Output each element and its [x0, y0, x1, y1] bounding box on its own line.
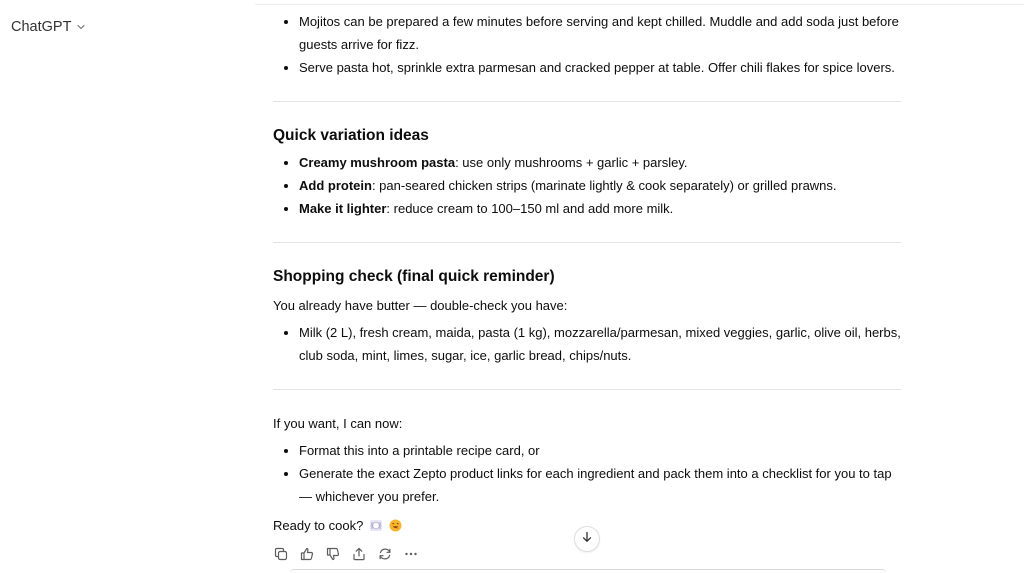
shopping-intro: You already have butter — double-check you have:: [273, 298, 568, 313]
share-button[interactable]: [351, 548, 367, 564]
copy-button[interactable]: [273, 548, 289, 564]
more-actions-button[interactable]: [403, 548, 419, 564]
shopping-heading: Shopping check (final quick reminder): [273, 268, 555, 285]
copy-icon: [274, 547, 288, 566]
arrow-down-icon: [581, 530, 593, 548]
variations-list: [273, 151, 901, 220]
section-divider: [273, 101, 901, 102]
list-item: Milk (2 L), fresh cream, maida, pasta (1 kg), mozzarella/parmesan, mixed veggies, garlic, olive oil, herbs, club soda, mint, limes, sugar, ice, garlic bread, chips/nuts.: [273, 321, 901, 367]
list-item: Creamy mushroom pasta: use only mushrooms + garlic + parsley.: [273, 151, 901, 174]
regenerate-button[interactable]: [377, 548, 393, 564]
model-label: ChatGPT: [11, 19, 72, 35]
list-item: Serve pasta hot, sprinkle extra parmesan and cracked pepper at table. Offer chili flakes for spice lovers.: [273, 56, 901, 79]
chevron-down-icon: [76, 22, 86, 32]
scroll-to-bottom-button[interactable]: [574, 526, 600, 552]
more-icon: [404, 547, 418, 566]
closing-line: Ready to cook?: [273, 516, 402, 538]
list-item: Mojitos can be prepared a few minutes before serving and kept chilled. Muddle and add soda just before guests arrive for fizz.: [273, 10, 901, 56]
composer-top-edge: [290, 569, 886, 573]
regenerate-icon: [378, 547, 392, 566]
variations-heading: Quick variation ideas: [273, 127, 429, 144]
bullet: [284, 66, 288, 70]
message-actions: [273, 548, 419, 564]
list-item: Add protein: pan-seared chicken strips (marinate lightly & cook separately) or grilled prawns.: [273, 174, 901, 197]
offer-list: [273, 439, 901, 508]
bullet: [284, 20, 288, 24]
offer-intro: If you want, I can now:: [273, 416, 403, 431]
list-item: Format this into a printable recipe card, or: [273, 439, 901, 462]
shopping-list: [273, 321, 901, 367]
share-icon: [352, 547, 366, 566]
serving-tips-list: [273, 10, 901, 79]
bad-response-button[interactable]: [325, 548, 341, 564]
yum-face-icon: [389, 518, 402, 538]
model-picker[interactable]: [11, 19, 86, 35]
thumbs-up-icon: [300, 547, 314, 566]
section-divider: [273, 389, 901, 390]
list-item: Generate the exact Zepto product links for each ingredient and pack them into a checklist for you to tap — whichever you prefer.: [273, 462, 901, 508]
plate-icon: [369, 518, 383, 538]
thumbs-down-icon: [326, 547, 340, 566]
list-item: Make it lighter: reduce cream to 100–150 ml and add more milk.: [273, 197, 901, 220]
section-divider: [273, 242, 901, 243]
good-response-button[interactable]: [299, 548, 315, 564]
top-divider: [255, 4, 1024, 5]
